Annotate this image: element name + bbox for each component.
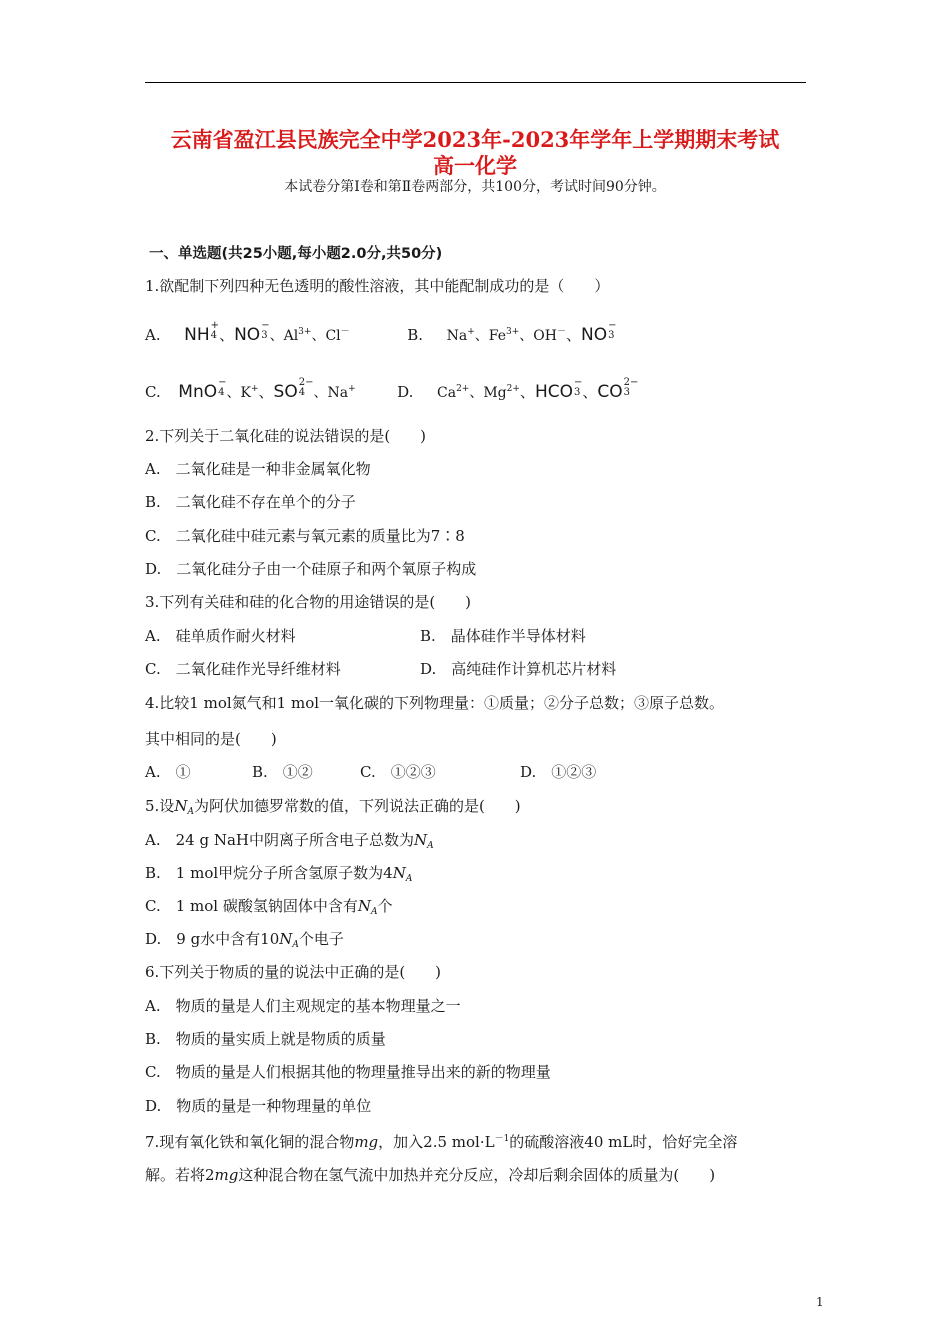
q4-option-c: C. ①②③ [360,763,436,781]
q5-option-b: B. 1 mol甲烷分子所含氢原子数为$4N_A$ [145,864,413,884]
exam-subject: 高一化学 [433,153,517,178]
q5-option-a: A. 24 g NaH中阴离子所含电子总数为$N_A$ [145,831,434,851]
q4-option-a: A. ① [145,763,191,781]
q7-stem-line2: 解。若将2mg这种混合物在氢气流中加热并充分反应，冷却后剩余固体的质量为( ) [145,1166,716,1184]
header-rule [145,82,806,83]
q2-option-b: B. 二氧化硅不存在单个的分子 [145,493,356,511]
q1-a-label: A. [145,326,161,344]
q1-d-ion-co3: CO 2− 3 [597,377,639,402]
q1-a-ion-nh4: NH + 4 [184,320,220,345]
q6-option-a: A. 物质的量是人们主观规定的基本物理量之一 [145,997,461,1015]
q6-option-d: D. 物质的量是一种物理量的单位 [145,1097,372,1115]
q6-stem: 6.下列关于物质的量的说法中正确的是( ) [145,963,442,981]
q2-option-c: C. 二氧化硅中硅元素与氧元素的质量比为7∶8 [145,527,465,545]
exam-instructions: 本试卷分第Ⅰ卷和第Ⅱ卷两部分，共100分，考试时间90分钟。 [284,179,666,195]
q1-stem: 1.欲配制下列四种无色透明的酸性溶液，其中能配制成功的是（ ） [145,277,610,295]
exam-title: 云南省盈江县民族完全中学2023年-2023年学年上学期期末考试 [170,127,780,152]
q1-b-label: B. [407,326,424,344]
q1-d-ion-hco3: HCO − 3 [534,377,583,402]
q1-options-cd: C. MnO − 4 、K+、 SO 2− 4 、Na+ D. $Ca^{2+}$、$Mg^{2+}$、 HCO − 3 、 CO 2− 3 [145,375,638,407]
q5-stem: 5.设$N_A$为阿伏加德罗常数的值，下列说法正确的是( ) [145,797,521,817]
q1-c-label: C. [145,383,161,401]
q4-option-b: B. ①② [252,763,313,781]
q2-option-a: A. 二氧化硅是一种非金属氧化物 [145,460,371,478]
section-heading: 一、单选题(共25小题,每小题2.0分,共50分) [149,246,443,262]
page-number: 1 [816,1295,824,1309]
q5-option-c: C. 1 mol 碳酸氢钠固体中含有$N_A$个 [145,897,393,917]
q2-option-d: D. 二氧化硅分子由一个硅原子和两个氧原子构成 [145,560,477,578]
q1-b-ion-no3: NO − 3 [580,320,617,345]
q3-option-a: A. 硅单质作耐火材料 [145,627,296,645]
q6-option-c: C. 物质的量是人们根据其他的物理量推导出来的新的物理量 [145,1063,551,1081]
q1-c-ion-mno4: MnO − 4 [178,377,227,402]
q7-stem-line1: 7.现有氧化铁和氧化铜的混合物mg，加入2.5 $mol\cdot L^{-1}$的硫酸溶液40 mL时，恰好完全溶 [145,1133,738,1151]
q1-c-ion-so4: SO 2− 4 [273,377,314,402]
q1-options-ab: A. NH + 4 、 NO − 3 、$Al^{3+}$、Cl－ B. Na+、$Fe^{3+}$、OH－、 NO − 3 [145,318,616,350]
q3-option-d: D. 高纯硅作计算机芯片材料 [420,660,617,678]
q6-option-b: B. 物质的量实质上就是物质的质量 [145,1030,386,1048]
q1-a-ion-no3: NO − 3 [234,320,270,345]
q4-option-d: D. ①②③ [520,763,597,781]
q4-stem-line1: 4.比较1 mol氮气和1 mol一氧化碳的下列物理量：①质量；②分子总数；③原子总数。 [145,694,725,712]
q2-stem: 2.下列关于二氧化硅的说法错误的是( ) [145,427,427,445]
q1-d-label: D. [397,383,414,401]
q3-stem: 3.下列有关硅和硅的化合物的用途错误的是( ) [145,593,472,611]
q5-option-d: D. 9 g水中含有$10N_A$个电子 [145,930,344,950]
q4-stem-line2: 其中相同的是( ) [145,730,277,748]
q3-option-b: B. 晶体硅作半导体材料 [420,627,586,645]
q3-option-c: C. 二氧化硅作光导纤维材料 [145,660,341,678]
